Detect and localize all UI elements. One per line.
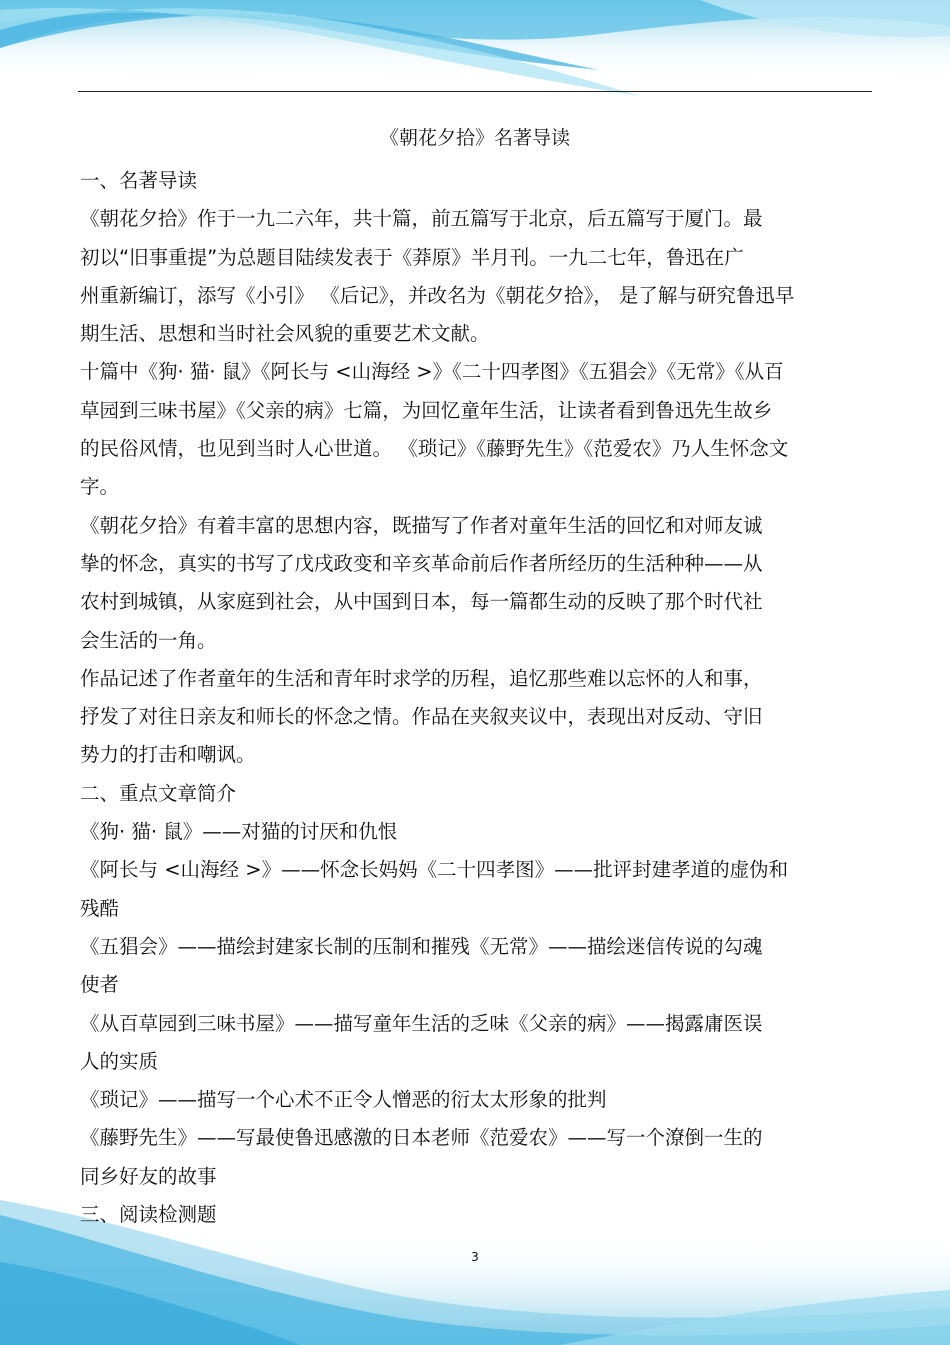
section-heading: 三、阅读检测题 bbox=[80, 1203, 217, 1227]
paragraph-line: 《朝花夕拾》有着丰富的思想内容，既描写了作者对童年生活的回忆和对师友诚 bbox=[80, 513, 763, 537]
paragraph-line: 州重新编订，添写《小引》 《后记》，并改名为《朝花夕拾》， 是了解与研究鲁迅早 bbox=[80, 283, 795, 307]
paragraph-line: 作品记述了作者童年的生活和青年时求学的历程，追忆那些难以忘怀的人和事， bbox=[80, 666, 763, 690]
paragraph-line: 抒发了对往日亲友和师长的怀念之情。作品在夹叙夹议中，表现出对反动、守旧 bbox=[80, 705, 763, 729]
paragraph-line: 的民俗风情，也见到当时人心世道。 《琐记》《藤野先生》《范爱农》乃人生怀念文 bbox=[80, 437, 789, 461]
summary-line: 《阿长与 <山海经 >》——怀念长妈妈《二十四孝图》——批评封建孝道的虚伪和 bbox=[80, 858, 789, 882]
summary-line: 《从百草园到三味书屋》——描写童年生活的乏味《父亲的病》——揭露庸医误 bbox=[80, 1011, 763, 1035]
paragraph-line: 初以“旧事重提”为总题目陆续发表于《莽原》半月刊。一九二七年，鲁迅在广 bbox=[80, 245, 744, 269]
paragraph-line: 会生活的一角。 bbox=[80, 628, 217, 652]
document-body bbox=[80, 162, 870, 1234]
summary-line: 同乡好友的故事 bbox=[80, 1164, 217, 1188]
paragraph-line: 十篇中《狗· 猫· 鼠》《阿长与 <山海经 >》《二十四孝图》《五猖会》《无常》《从百 bbox=[80, 360, 784, 384]
paragraph-line: 字。 bbox=[80, 475, 120, 499]
summary-line: 使者 bbox=[80, 973, 120, 997]
summary-line: 《五猖会》——描绘封建家长制的压制和摧残《无常》——描绘迷信传说的勾魂 bbox=[80, 934, 763, 958]
paragraph-line: 《朝花夕拾》作于一九二六年，共十篇，前五篇写于北京，后五篇写于厦门。最 bbox=[80, 207, 763, 231]
paragraph-line: 期生活、思想和当时社会风貌的重要艺术文献。 bbox=[80, 322, 490, 346]
paragraph-line: 农村到城镇，从家庭到社会，从中国到日本，每一篇都生动的反映了那个时代社 bbox=[80, 590, 763, 614]
document-title: 《朝花夕拾》名著导读 bbox=[379, 127, 570, 149]
summary-line: 人的实质 bbox=[80, 1049, 159, 1073]
section-heading: 二、重点文章简介 bbox=[80, 781, 237, 805]
page-number: 3 bbox=[471, 1250, 479, 1264]
paragraph-line: 草园到三味书屋》《父亲的病》七篇，为回忆童年生活，让读者看到鲁迅先生故乡 bbox=[80, 398, 773, 422]
paragraph-line: 势力的打击和嘲讽。 bbox=[80, 743, 256, 767]
header-rule bbox=[78, 91, 872, 92]
summary-line: 《藤野先生》——写最使鲁迅感激的日本老师《范爱农》——写一个潦倒一生的 bbox=[80, 1126, 763, 1150]
summary-line: 残酷 bbox=[80, 896, 120, 920]
paragraph-line: 挚的怀念，真实的书写了戊戌政变和辛亥革命前后作者所经历的生活种种——从 bbox=[80, 551, 763, 575]
summary-line: 《琐记》——描写一个心术不正令人憎恶的衍太太形象的批判 bbox=[80, 1088, 607, 1112]
section-heading: 一、名著导读 bbox=[80, 169, 198, 192]
summary-line: 《狗· 猫· 鼠》——对猫的讨厌和仇恨 bbox=[80, 820, 398, 844]
